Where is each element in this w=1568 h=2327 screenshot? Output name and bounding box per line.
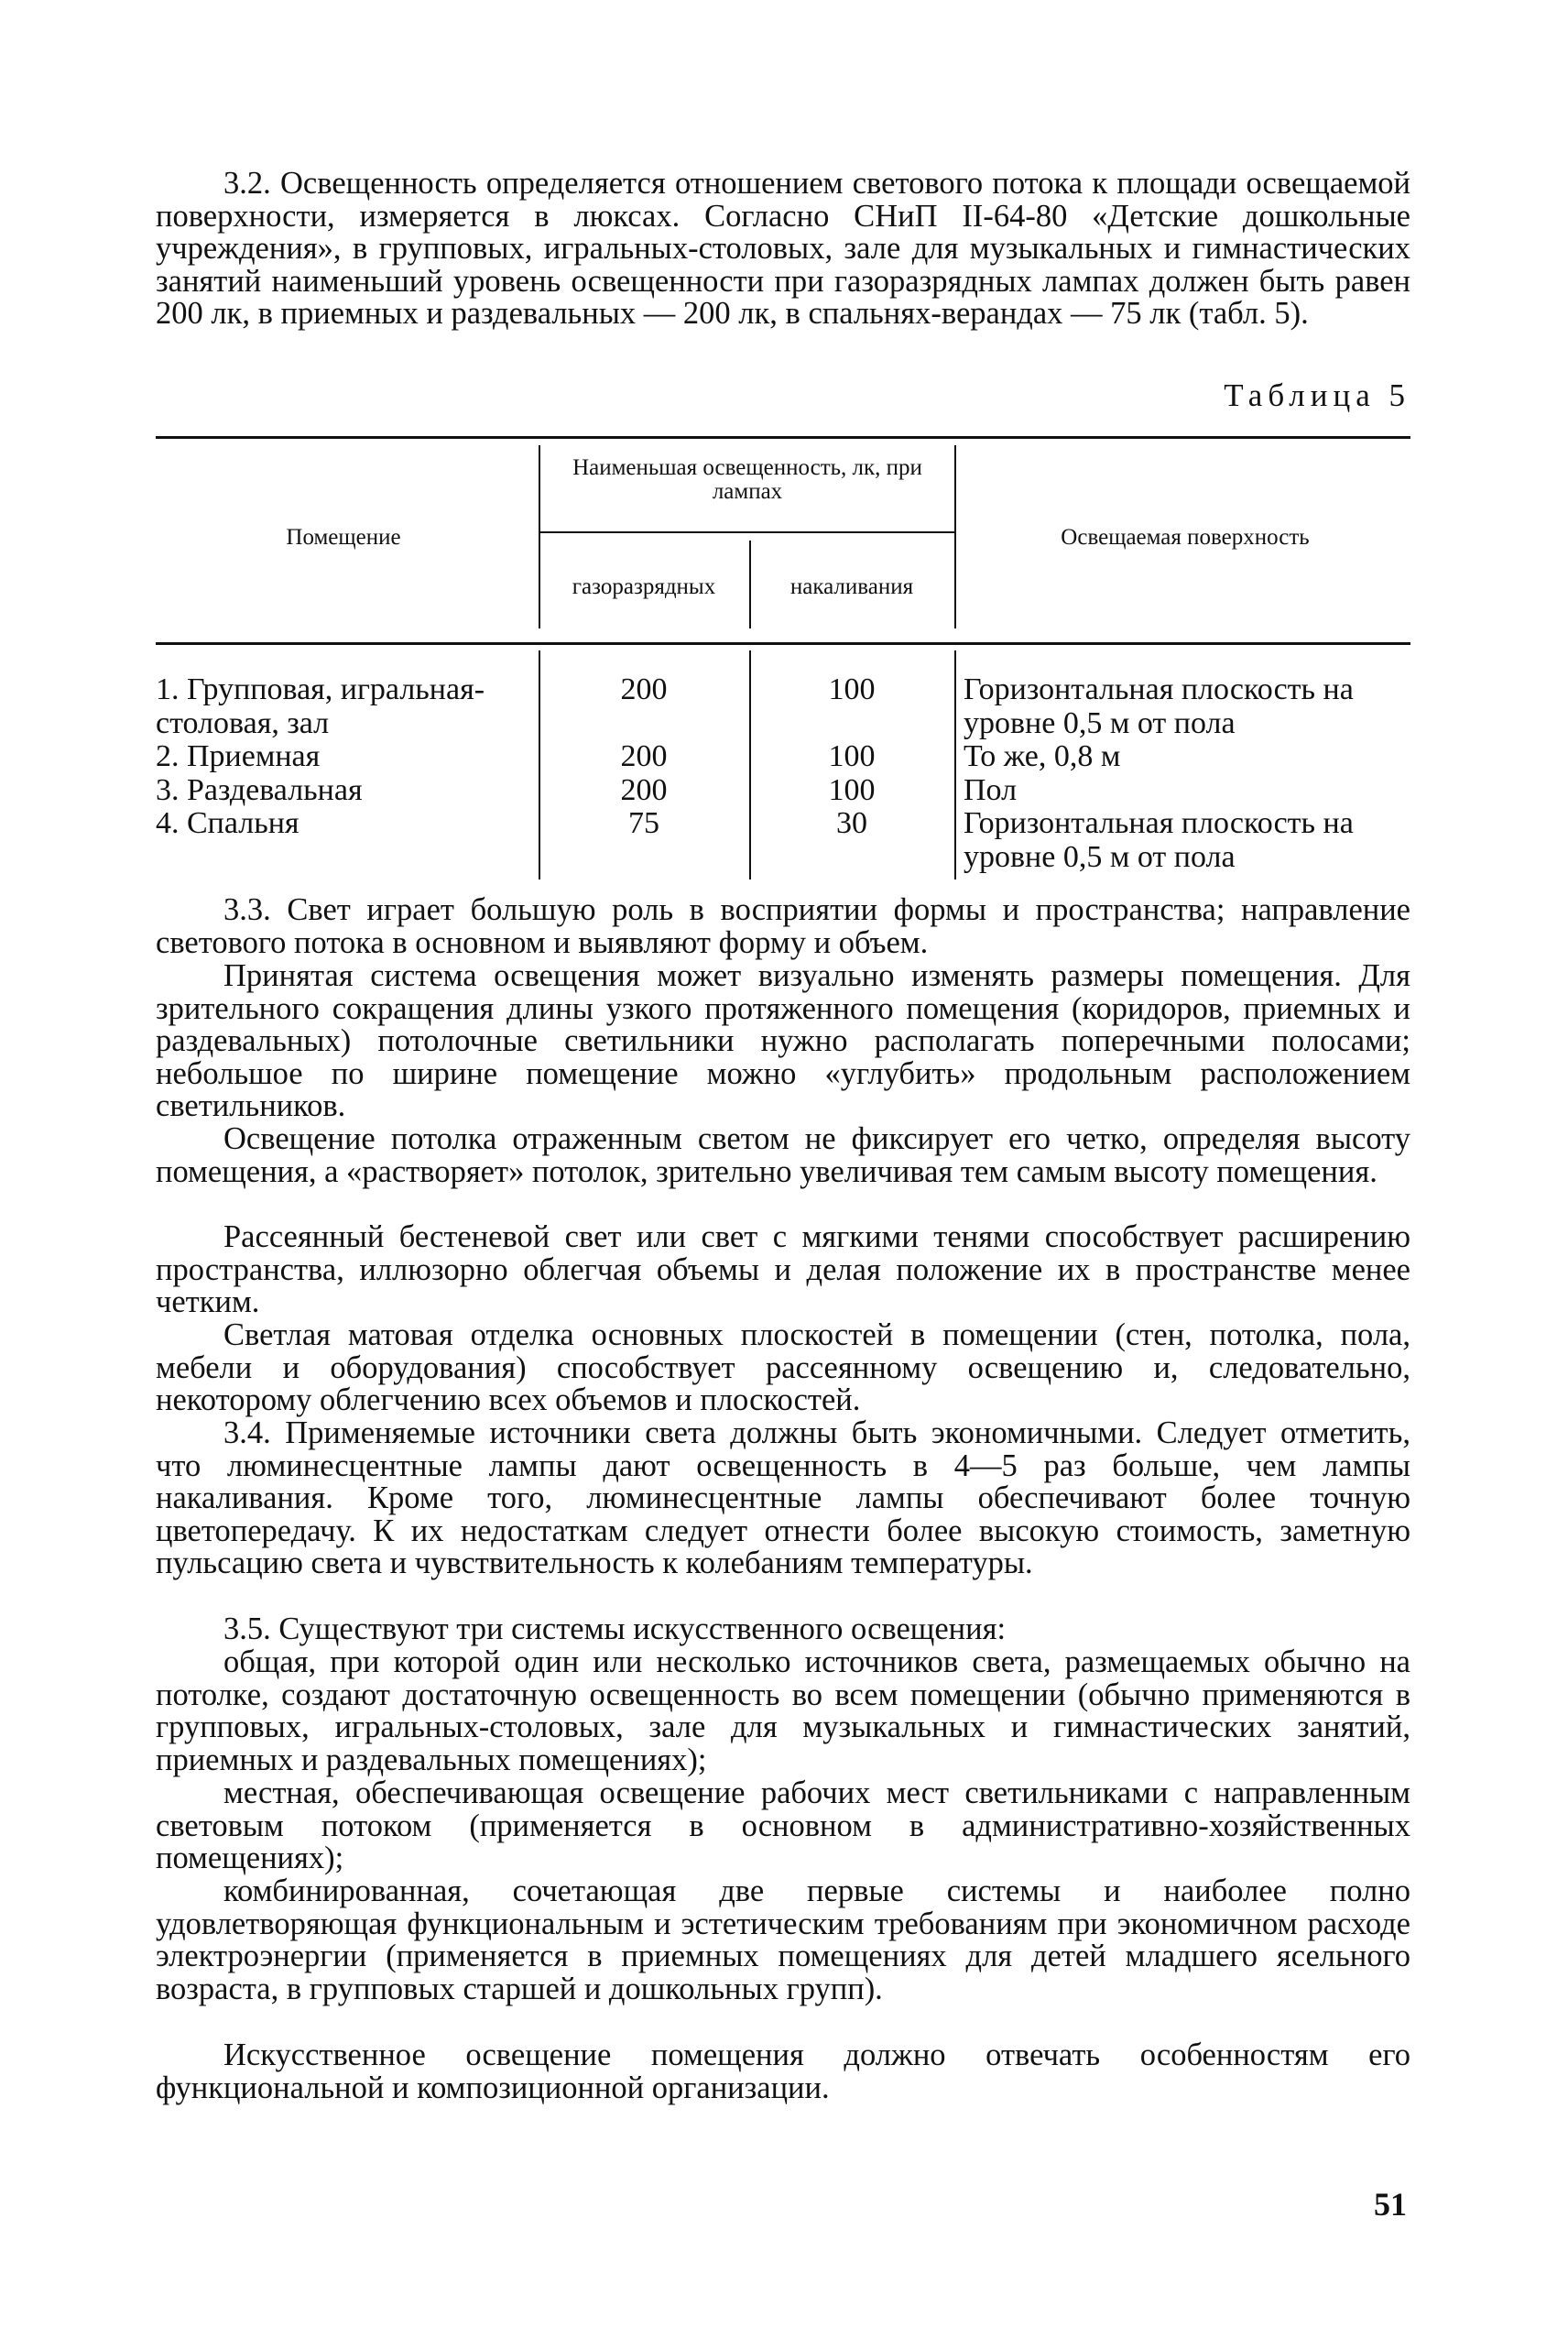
paragraph-artificial: Искусственное освещение помещения должно отвечать особенностям его функциональной и композиционной организации. — [156, 2037, 1410, 2105]
header-room: Помещение — [286, 525, 401, 550]
table-body-vline-2 — [749, 650, 751, 879]
table-header-rule — [156, 642, 1410, 645]
table-subheader-rule — [539, 531, 954, 533]
header-incandescent: накаливания — [789, 574, 914, 599]
table-caption: Таблица 5 — [1224, 377, 1410, 413]
paragraph-general: общая, при которой один или несколько источников света, размещаемых обычно на потолке, создают достаточную освещенность во всем помещении (обычно применяются в групповых, игральных-столовых, зале для музыкальных и гимнастических занятий, приемных и раздевальных помещениях); — [156, 1644, 1410, 1777]
table-gas-values: 200 200 200 75 — [620, 672, 668, 840]
page-number: 51 — [1374, 2186, 1407, 2223]
table-vline-1 — [539, 445, 540, 628]
table-vline-3 — [954, 445, 956, 628]
table-surfaces: Горизонтальная плоскость на уровне 0,5 м от пола То же, 0,8 м Пол Горизонтальная плоскость на уровне 0,5 м от пола — [964, 672, 1354, 874]
paragraph-matte-finish: Светлая матовая отделка основных плоскостей в помещении (стен, потолка, пола, мебели и оборудования) способствует рассеянному освещению и, следовательно, некоторому облегчению всех объемов и плоскостей. — [156, 1317, 1410, 1418]
paragraph-3-5: 3.5. Существуют три системы искусственного освещения: — [223, 1611, 1007, 1646]
paragraph-3-4: 3.4. Применяемые источники света должны быть экономичными. Следует отметить, что люминесцентные лампы дают освещенность в 4—5 раз больше, чем лампы накаливания. Кроме того, люминесцентные лампы обеспечивают более точную цветопередачу. К их недостаткам следует отнести более высокую стоимость, заметную пульсацию света и чувствительность к колебаниям температуры. — [156, 1415, 1410, 1581]
table-rooms: 1. Групповая, игральная-столовая, зал 2. Приемная 3. Раздевальная 4. Спальня — [156, 672, 485, 840]
header-surface: Освещаемая поверхность — [1061, 525, 1310, 550]
paragraph-3-3: 3.3. Свет играет большую роль в восприятии формы и пространства; направление светового потока в основном и выявляют форму и объем. — [156, 892, 1410, 960]
paragraph-3-2: 3.2. Освещенность определяется отношением светового потока к площади освещаемой поверхности, измеряется в люксах. Согласно СНиП II-64-80 «Детские дошкольные учреждения», в групповых, игральных-столовых, зале для музыкальных и гимнастических занятий наименьший уровень освещенности при газоразрядных лампах должен быть равен 200 лк, в приемных и раздевальных — 200 лк, в спальнях-верандах — 75 лк (табл. 5). — [156, 166, 1410, 332]
paragraph-local: местная, обеспечивающая освещение рабочих мест светильниками с направленным световым потоком (применяется в основном в административно-хозяйственных помещениях); — [156, 1775, 1410, 1876]
table-body-vline-3 — [954, 650, 956, 879]
paragraph-combined: комбинированная, сочетающая две первые системы и наиболее полно удовлетворяющая функциональным и эстетическим требованиям при экономичном расходе электроэнергии (применяется в приемных помещениях для детей младшего ясельного возраста, в групповых старшей и дошкольных групп). — [156, 1874, 1410, 2006]
header-min-illumination: Наименьшая освещенность, лк, при лампах — [572, 455, 922, 504]
paragraph-diffused-light: Рассеянный бестеневой свет или свет с мягкими тенями способствует расширению пространства, иллюзорно облегчая объемы и делая положение их в пространстве менее четким. — [156, 1219, 1410, 1320]
table-incand-values: 100 100 100 30 — [828, 672, 876, 840]
table-top-rule — [156, 436, 1410, 439]
paragraph-lighting-system: Принятая система освещения может визуально изменять размеры помещения. Для зрительного сокращения длины узкого протяженного помещения (коридоров, приемных и раздевальных) потолочные светильники нужно располагать поперечными полосами; небольшое по ширине помещение можно «углубить» продольным расположением светильников. — [156, 958, 1410, 1124]
paragraph-ceiling: Освещение потолка отраженным светом не фиксирует его четко, определяя высоту помещения, а «растворяет» потолок, зрительно увеличивая тем самым высоту помещения. — [156, 1121, 1410, 1189]
header-gas-discharge: газоразрядных — [572, 574, 716, 599]
table-vline-2 — [749, 541, 751, 628]
